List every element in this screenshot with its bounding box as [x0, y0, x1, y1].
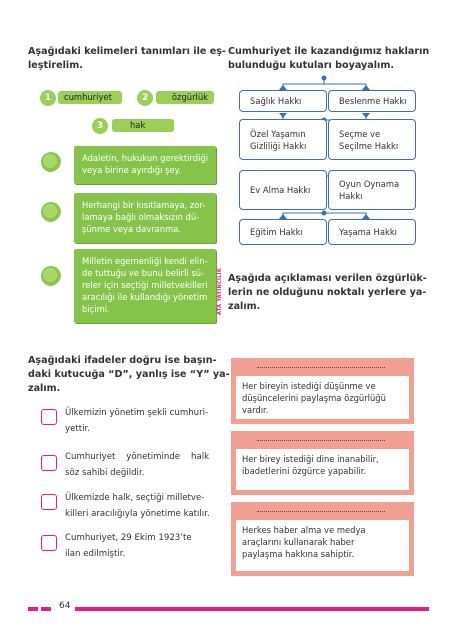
statement-line: Ülkemizde halk, seçtiği milletve- — [65, 493, 205, 503]
definition-box — [74, 146, 216, 184]
footer-bar-segment — [41, 607, 51, 611]
truefalse-title — [28, 354, 230, 396]
answer-checkbox[interactable] — [41, 455, 57, 471]
definition-line: Milletin egemenliği kendi elin- — [82, 256, 208, 266]
description-line: paylaşma hakkına sahiptir. — [242, 549, 355, 559]
rights-title-line: bulunduğu kutuları boyayalım. — [228, 60, 394, 71]
publisher-side-text: ATA YAYINCILIK — [217, 268, 223, 315]
connector-dot — [322, 211, 327, 216]
answer-blot[interactable] — [41, 202, 61, 222]
definition-line: şünme veya davranma. — [82, 224, 182, 234]
statement — [65, 490, 221, 522]
statement-line: ilan edilmiştir. — [65, 549, 126, 559]
answer-checkbox[interactable] — [41, 494, 57, 510]
description-line: araçlarını kullanarak haber — [242, 537, 355, 547]
definition-line: de tuttuğu ve bunu belirli sü- — [82, 268, 205, 278]
definition-line: Herhangi bir kısıtlamaya, zor- — [82, 200, 206, 210]
statement-line: yettir. — [65, 424, 90, 434]
word-tag-ozgurluk: özgürlük — [156, 91, 214, 104]
right-box-nutrition[interactable] — [328, 90, 416, 112]
definition-line: aracılığı ile kullandığı yönetim — [82, 292, 208, 302]
statement-line: Ülkemizin yönetim şekli cumhuri- — [65, 408, 209, 418]
description-line: düşüncelerini paylaşma özgürlüğü — [242, 393, 386, 403]
freedoms-title-line: zalım. — [228, 301, 261, 312]
definition-line: veya birine ayırdığı şey. — [82, 165, 181, 175]
right-box-education[interactable] — [239, 219, 327, 245]
connector-arrow — [362, 113, 370, 118]
rights-title-line: Cumhuriyet ile kazandığımız hakların — [228, 46, 430, 57]
statement-line: Cumhuriyet, 29 Ekim 1923’te — [65, 533, 192, 543]
statement-line: Cumhuriyet yönetiminde halk — [65, 452, 210, 462]
freedom-description — [236, 520, 409, 571]
matching-title-line: leştirelim. — [28, 60, 83, 71]
statement-line: söz sahibi değildir. — [65, 468, 145, 478]
statement-line: killeri aracılığıyla yönetime katılır. — [65, 509, 210, 519]
footer-bar-segment — [28, 607, 38, 611]
freedoms-title-line: Aşağıda açıklaması verilen özgürlük- — [228, 273, 427, 284]
right-box-health[interactable] — [239, 90, 327, 112]
freedom-card — [231, 502, 414, 576]
right-label: Hakkı — [339, 191, 363, 201]
connector-dot — [322, 76, 327, 81]
description-line: ibadetlerini özgürce yapabilir. — [242, 466, 367, 476]
right-label: Sağlık Hakkı — [250, 96, 302, 106]
answer-dotted-line[interactable] — [257, 440, 385, 441]
answer-blot[interactable] — [41, 152, 61, 172]
description-line: Her birey istediği dine inanabilir, — [242, 454, 379, 464]
freedom-description — [236, 376, 409, 419]
truefalse-title-line: daki kutucuğa “D”, yanlış ise “Y” ya- — [28, 369, 230, 380]
answer-dotted-line[interactable] — [257, 367, 385, 368]
statement — [65, 530, 221, 562]
definition-line: reler için seçtiği milletvekilleri — [82, 280, 208, 290]
rights-title — [228, 45, 429, 73]
number-badge: 3 — [92, 118, 108, 134]
number-badge: 1 — [40, 90, 56, 106]
description-line: Her bireyin istediği düşünme ve — [242, 381, 376, 391]
freedom-card — [231, 358, 414, 424]
connector-arrow — [279, 113, 287, 118]
right-box-privacy[interactable] — [239, 119, 327, 160]
definition-line: biçimi. — [82, 304, 110, 314]
freedom-description — [236, 449, 409, 490]
right-label: Oyun Oynama — [339, 179, 400, 189]
freedoms-title-line: lerin ne olduğunu noktalı yerlere ya- — [228, 287, 427, 298]
page-number: 64 — [59, 601, 71, 611]
statement — [65, 449, 219, 481]
statement — [65, 405, 219, 437]
right-label: Eğitim Hakkı — [250, 227, 303, 237]
right-label: Ev Alma Hakkı — [250, 185, 311, 195]
definition-box — [74, 193, 216, 243]
answer-blot[interactable] — [41, 266, 61, 286]
right-box-vote[interactable] — [328, 119, 416, 160]
definition-line: lamaya bağlı olmaksızın dü- — [82, 212, 200, 222]
definition-line: Adaletin, hukukun gerektirdiği — [82, 153, 209, 163]
right-label: Yaşama Hakkı — [339, 227, 397, 237]
word-tag-hak: hak — [112, 119, 174, 132]
right-box-home[interactable] — [239, 170, 327, 210]
right-label: Seçilme Hakkı — [339, 140, 399, 151]
answer-checkbox[interactable] — [41, 535, 57, 551]
right-label: Özel Yaşamın — [250, 128, 306, 139]
answer-dotted-line[interactable] — [257, 511, 385, 512]
truefalse-title-line: zalım. — [28, 383, 61, 394]
freedom-card — [231, 431, 414, 495]
freedoms-title — [228, 272, 427, 314]
definition-box — [74, 249, 216, 323]
description-line: vardır. — [242, 405, 269, 415]
right-label: Seçme ve — [339, 128, 381, 139]
right-box-life[interactable] — [328, 219, 416, 245]
description-line: Herkes haber alma ve medya — [242, 525, 366, 535]
right-label: Gizliliği Hakkı — [250, 140, 307, 151]
number-badge: 2 — [137, 90, 153, 106]
right-box-play[interactable] — [328, 170, 416, 210]
word-tag-cumhuriyet: cumhuriyet — [58, 91, 122, 104]
truefalse-title-line: Aşağıdaki ifadeler doğru ise başın- — [28, 355, 217, 366]
matching-title-line: Aşağıdaki kelimeleri tanımları ile eş- — [28, 46, 226, 57]
right-label: Beslenme Hakkı — [339, 96, 407, 106]
answer-checkbox[interactable] — [41, 409, 57, 425]
matching-title — [28, 45, 226, 73]
footer-bar — [75, 607, 429, 611]
